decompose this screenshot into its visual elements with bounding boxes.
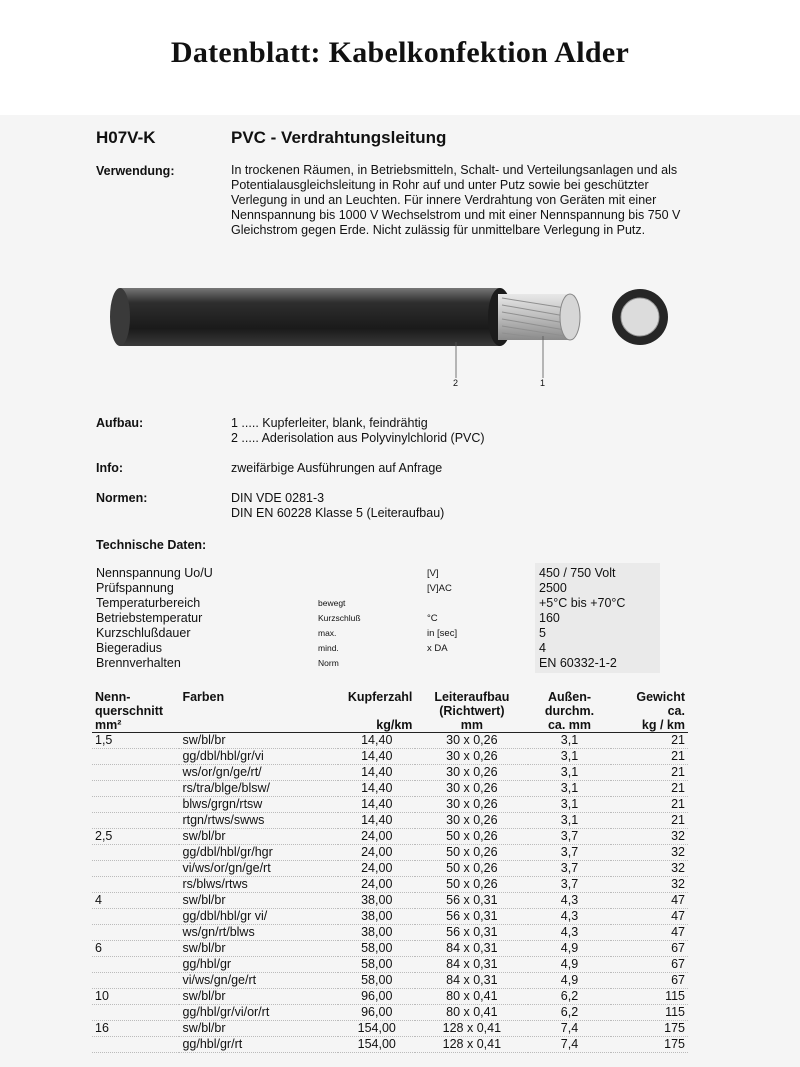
cell-kupferzahl: 14,40 (361, 765, 393, 779)
tech-value: 5 (539, 626, 546, 640)
table-row (92, 861, 688, 877)
header-leiteraufbau: Leiteraufbau (Richtwert) mm (434, 690, 510, 732)
cell-leiteraufbau: 30 x 0,26 (446, 765, 498, 779)
table-row (92, 1005, 688, 1021)
cell-querschnitt (92, 813, 179, 829)
cell-farben: sw/bl/br (182, 989, 226, 1003)
cell-aussendurchmesser: 4,9 (560, 957, 579, 971)
cell-farben: ws/or/gn/ge/rt/ (182, 765, 262, 779)
cell-kupferzahl: 96,00 (361, 989, 393, 1003)
cell-querschnitt (92, 797, 179, 813)
cell-aussendurchmesser: 3,1 (560, 733, 579, 747)
cell-aussendurchmesser: 3,7 (560, 829, 579, 843)
tech-name: Betriebstemperatur (96, 611, 203, 625)
cell-farben: gg/hbl/gr/vi/or/rt (182, 1005, 270, 1019)
table-row (92, 781, 688, 797)
page-title: Datenblatt: Kabelkonfektion Alder (170, 36, 630, 69)
cell-kupferzahl: 58,00 (361, 973, 393, 987)
diagram-label-2: 2 (453, 378, 459, 388)
cell-querschnitt (92, 1005, 179, 1021)
header-kupferzahl: Kupferzahl kg/km (347, 690, 413, 732)
cell-gewicht: 21 (671, 765, 685, 779)
cell-aussendurchmesser: 3,1 (560, 813, 579, 827)
cell-kupferzahl: 38,00 (361, 909, 393, 923)
header-farben: Farben (182, 690, 225, 704)
cell-querschnitt (92, 973, 179, 989)
cell-farben: gg/dbl/hbl/gr/hgr (182, 845, 273, 859)
cell-kupferzahl: 14,40 (361, 813, 393, 827)
cell-leiteraufbau: 50 x 0,26 (446, 845, 498, 859)
technische-daten-label: Technische Daten: (96, 538, 207, 552)
copper-conductor (498, 294, 570, 340)
cell-farben: sw/bl/br (182, 1021, 226, 1035)
table-row (92, 941, 688, 957)
cell-kupferzahl: 96,00 (361, 1005, 393, 1019)
cell-farben: rs/blws/rtws (182, 877, 248, 891)
cell-querschnitt (92, 781, 179, 797)
cell-leiteraufbau: 50 x 0,26 (446, 861, 498, 875)
cell-gewicht: 21 (671, 749, 685, 763)
cell-aussendurchmesser: 3,1 (560, 749, 579, 763)
cell-gewicht: 21 (671, 733, 685, 747)
normen-line-1: DIN VDE 0281-3 (231, 491, 325, 505)
cell-gewicht: 47 (671, 893, 685, 907)
cell-querschnitt (92, 765, 179, 781)
cell-aussendurchmesser: 4,9 (560, 973, 579, 987)
cell-leiteraufbau: 128 x 0,41 (442, 1037, 502, 1051)
table-row (92, 765, 688, 781)
cell-aussendurchmesser: 6,2 (560, 989, 579, 1003)
cell-aussendurchmesser: 7,4 (560, 1037, 579, 1051)
cell-kupferzahl: 58,00 (361, 941, 393, 955)
cell-leiteraufbau: 56 x 0,31 (446, 909, 498, 923)
tech-condition: Kurzschluß (318, 613, 361, 623)
normen-label: Normen: (96, 491, 148, 505)
verwendung-label: Verwendung: (96, 164, 175, 178)
cell-leiteraufbau: 30 x 0,26 (446, 749, 498, 763)
cell-kupferzahl: 58,00 (361, 957, 393, 971)
cell-querschnitt: 10 (95, 989, 109, 1003)
cell-querschnitt: 1,5 (95, 733, 113, 747)
header-gewicht: Gewicht ca. kg / km (636, 690, 685, 732)
tech-value: 450 / 750 Volt (539, 566, 616, 580)
cell-aussendurchmesser: 3,7 (560, 877, 579, 891)
table-row (92, 909, 688, 925)
cell-querschnitt (92, 877, 179, 893)
info-label: Info: (96, 461, 124, 475)
cell-aussendurchmesser: 4,3 (560, 909, 579, 923)
cell-gewicht: 21 (671, 797, 685, 811)
cell-querschnitt (92, 957, 179, 973)
tech-name: Nennspannung Uo/U (96, 566, 213, 580)
conductor-end (560, 294, 580, 340)
cell-gewicht: 47 (671, 925, 685, 939)
tech-condition: bewegt (318, 598, 346, 608)
cell-gewicht: 32 (671, 861, 685, 875)
cell-querschnitt (92, 925, 179, 941)
tech-value: 160 (539, 611, 560, 625)
cell-kupferzahl: 24,00 (361, 861, 393, 875)
tech-condition: Norm (318, 658, 339, 668)
normen-line-2: DIN EN 60228 Klasse 5 (Leiteraufbau) (231, 506, 445, 520)
cell-leiteraufbau: 84 x 0,31 (446, 941, 498, 955)
cell-farben: gg/hbl/gr/rt (182, 1037, 243, 1051)
cell-querschnitt (92, 1037, 179, 1053)
cell-leiteraufbau: 80 x 0,41 (446, 989, 498, 1003)
table-row (92, 989, 688, 1005)
cell-leiteraufbau: 30 x 0,26 (446, 733, 498, 747)
cell-gewicht: 21 (671, 781, 685, 795)
tech-condition: max. (318, 628, 337, 638)
cell-leiteraufbau: 56 x 0,31 (446, 893, 498, 907)
cell-aussendurchmesser: 4,9 (560, 941, 579, 955)
cell-gewicht: 67 (671, 941, 685, 955)
aufbau-line-1: 1 ..... Kupferleiter, blank, feindrähtig (231, 416, 428, 430)
cell-gewicht: 47 (671, 909, 685, 923)
cell-gewicht: 32 (671, 829, 685, 843)
cross-section-conductor (621, 298, 659, 336)
cell-querschnitt: 4 (95, 893, 102, 907)
cell-leiteraufbau: 50 x 0,26 (446, 877, 498, 891)
aufbau-label: Aufbau: (96, 416, 144, 430)
table-row (92, 973, 688, 989)
cell-kupferzahl: 38,00 (361, 893, 393, 907)
table-row (92, 925, 688, 941)
cell-aussendurchmesser: 3,1 (560, 765, 579, 779)
cell-leiteraufbau: 50 x 0,26 (446, 829, 498, 843)
table-row (92, 829, 688, 845)
cell-gewicht: 175 (664, 1037, 685, 1051)
tech-value: 2500 (539, 581, 567, 595)
cell-farben: sw/bl/br (182, 829, 226, 843)
table-row (92, 845, 688, 861)
diagram-label-1: 1 (540, 378, 546, 388)
cell-gewicht: 175 (664, 1021, 685, 1035)
aufbau-line-2: 2 ..... Aderisolation aus Polyvinylchlorid (PVC) (231, 431, 485, 445)
cell-kupferzahl: 14,40 (361, 781, 393, 795)
cell-farben: gg/dbl/hbl/gr vi/ (182, 909, 268, 923)
tech-name: Kurzschlußdauer (96, 626, 191, 640)
cell-gewicht: 115 (665, 989, 685, 1003)
tech-unit: [V] (427, 568, 439, 579)
table-row (92, 957, 688, 973)
table-row (92, 733, 688, 749)
product-name: PVC - Verdrahtungsleitung (231, 128, 447, 147)
cell-leiteraufbau: 56 x 0,31 (446, 925, 498, 939)
cell-kupferzahl: 24,00 (361, 845, 393, 859)
table-row (92, 797, 688, 813)
cell-aussendurchmesser: 7,4 (560, 1021, 579, 1035)
cell-querschnitt (92, 845, 179, 861)
tech-name: Prüfspannung (96, 581, 174, 595)
tech-unit: in [sec] (427, 628, 458, 639)
cell-aussendurchmesser: 6,2 (560, 1005, 579, 1019)
cell-leiteraufbau: 84 x 0,31 (446, 973, 498, 987)
cell-gewicht: 67 (671, 957, 685, 971)
tech-condition: mind. (318, 643, 339, 653)
cell-kupferzahl: 154,00 (357, 1037, 396, 1051)
cell-kupferzahl: 14,40 (361, 749, 393, 763)
table-row (92, 877, 688, 893)
cell-aussendurchmesser: 3,1 (560, 797, 579, 811)
cell-aussendurchmesser: 3,1 (560, 781, 579, 795)
cell-leiteraufbau: 30 x 0,26 (446, 781, 498, 795)
cell-kupferzahl: 14,40 (361, 733, 393, 747)
table-row (92, 1021, 688, 1037)
cell-querschnitt (92, 749, 179, 765)
table-row (92, 813, 688, 829)
table-header-row (92, 690, 688, 733)
cell-querschnitt: 16 (95, 1021, 109, 1035)
cell-gewicht: 32 (671, 877, 685, 891)
cable-spec-table (92, 690, 688, 1053)
table-row (92, 893, 688, 909)
cell-querschnitt: 6 (95, 941, 102, 955)
tech-value: +5°C bis +70°C (539, 596, 626, 610)
cell-farben: ws/gn/rt/blws (182, 925, 255, 939)
cell-querschnitt (92, 909, 179, 925)
cell-leiteraufbau: 84 x 0,31 (446, 957, 498, 971)
cable-illustration (110, 278, 670, 390)
tech-name: Biegeradius (96, 641, 163, 655)
tech-unit: x DA (427, 643, 448, 654)
cell-farben: vi/ws/gn/ge/rt (182, 973, 257, 987)
cell-gewicht: 115 (665, 1005, 685, 1019)
cell-aussendurchmesser: 3,7 (560, 861, 579, 875)
tech-value: EN 60332-1-2 (539, 656, 617, 670)
header-aussendurchmesser: Außen- durchm. ca. mm (544, 690, 595, 732)
cable-cross-section (612, 289, 668, 345)
cell-querschnitt (92, 861, 179, 877)
cell-kupferzahl: 24,00 (361, 829, 393, 843)
cell-leiteraufbau: 30 x 0,26 (446, 797, 498, 811)
cell-leiteraufbau: 80 x 0,41 (446, 1005, 498, 1019)
cell-farben: blws/grgn/rtsw (182, 797, 263, 811)
cable-jacket-end (110, 288, 130, 346)
cell-farben: rtgn/rtws/swws (182, 813, 265, 827)
cell-leiteraufbau: 128 x 0,41 (442, 1021, 502, 1035)
cell-aussendurchmesser: 4,3 (560, 893, 579, 907)
tech-value: 4 (539, 641, 546, 655)
tech-unit: °C (427, 613, 438, 624)
cable-jacket (120, 288, 500, 346)
cell-aussendurchmesser: 3,7 (560, 845, 579, 859)
product-code: H07V-K (96, 128, 156, 147)
cell-farben: rs/tra/blge/blsw/ (182, 781, 270, 795)
cell-farben: sw/bl/br (182, 733, 226, 747)
cell-farben: sw/bl/br (182, 893, 226, 907)
table-row (92, 749, 688, 765)
cell-gewicht: 21 (671, 813, 685, 827)
cell-leiteraufbau: 30 x 0,26 (446, 813, 498, 827)
cell-farben: gg/dbl/hbl/gr/vi (182, 749, 264, 763)
cell-farben: gg/hbl/gr (182, 957, 232, 971)
cell-gewicht: 67 (671, 973, 685, 987)
cable-side-view (110, 288, 580, 346)
cell-farben: sw/bl/br (182, 941, 226, 955)
tech-name: Brennverhalten (96, 656, 181, 670)
cell-kupferzahl: 24,00 (361, 877, 393, 891)
cell-farben: vi/ws/or/gn/ge/rt (182, 861, 271, 875)
cell-kupferzahl: 154,00 (357, 1021, 396, 1035)
info-text: zweifärbige Ausführungen auf Anfrage (231, 461, 443, 475)
tech-unit: [V]AC (427, 583, 452, 594)
verwendung-text: In trockenen Räumen, in Betriebsmitteln, Schalt- und Verteilungsanlagen und als Potentialausgleichsleitung in Rohr auf und unter Putz sowie bei geschützter Verlegung in und an Leuchten. Für innere Verdrahtung von Geräten mit einer Nennspannung bis 1000 V Wechselstrom und mit einer Nennspannung bis 750 V Gleichstrom gegen Erde. Nicht zulässig für unmittelbare Verlegung in Putz. (231, 163, 681, 237)
header-nennquerschnitt: Nenn- querschnitt mm² (95, 690, 164, 732)
cell-kupferzahl: 38,00 (361, 925, 393, 939)
cell-querschnitt: 2,5 (95, 829, 113, 843)
cell-kupferzahl: 14,40 (361, 797, 393, 811)
tech-name: Temperaturbereich (96, 596, 201, 610)
table-row (92, 1037, 688, 1053)
cell-gewicht: 32 (671, 845, 685, 859)
cell-aussendurchmesser: 4,3 (560, 925, 579, 939)
